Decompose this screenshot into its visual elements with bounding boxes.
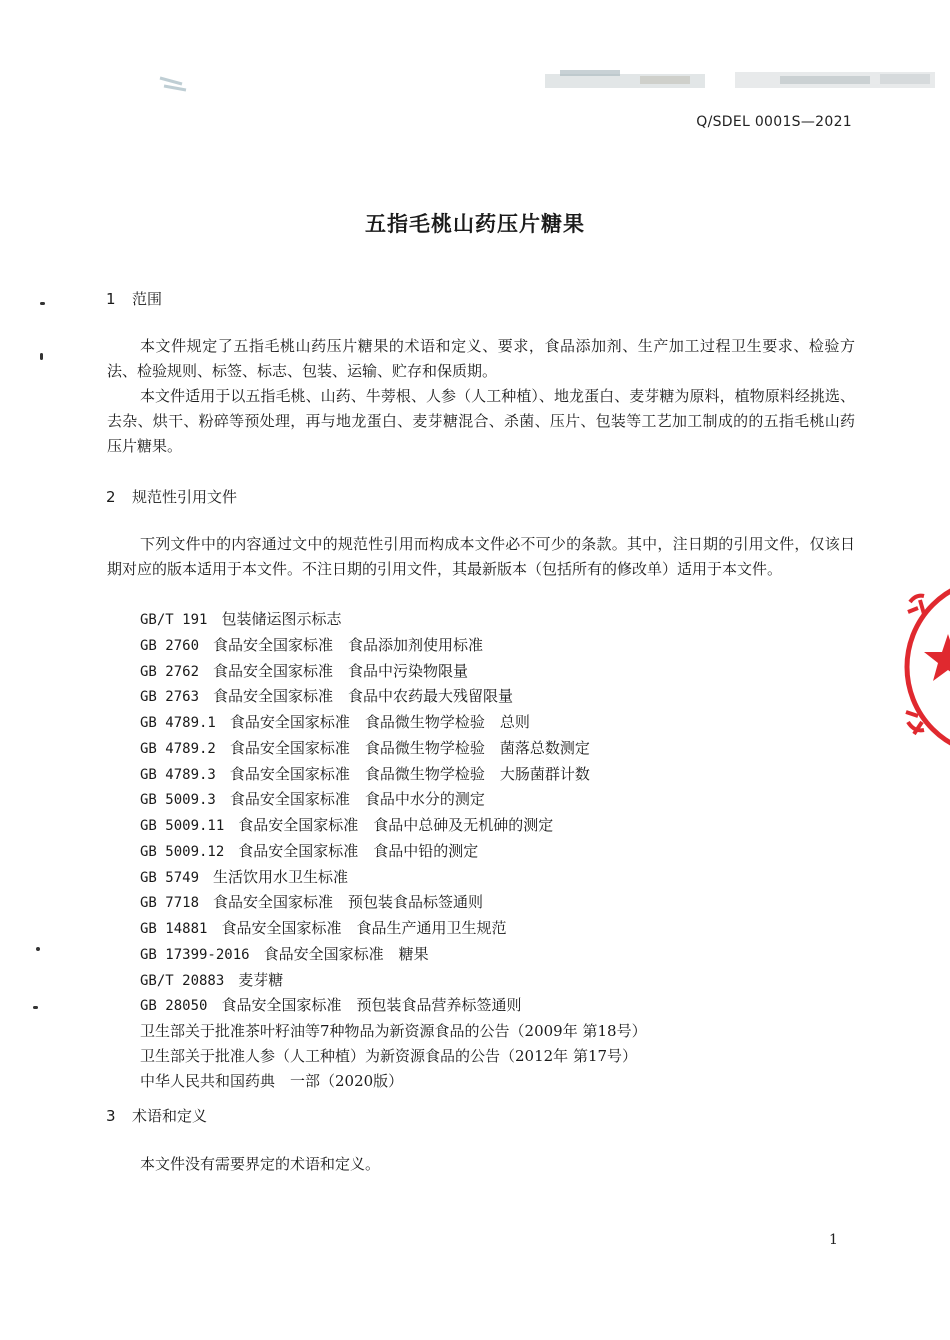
reference-title: 食品安全国家标准 食品中铅的测定: [238, 841, 479, 860]
section-number: 3: [106, 1107, 116, 1125]
reference-code: GB 4789.2: [140, 740, 216, 757]
reference-title: 食品安全国家标准 食品中农药最大残留限量: [213, 687, 514, 706]
reference-item: [140, 839, 647, 865]
reference-code: GB 2762: [140, 663, 200, 680]
reference-code: GB 5749: [140, 869, 200, 886]
reference-title: 食品安全国家标准 食品微生物学检验 总则: [229, 713, 530, 731]
reference-code: GB/T 20883: [140, 972, 225, 989]
reference-item: [140, 993, 647, 1019]
red-seal-stamp: [900, 572, 950, 762]
reference-code: GB 28050: [140, 998, 208, 1015]
reference-title: 食品安全国家标准 食品微生物学检验 大肠菌群计数: [229, 764, 590, 783]
scan-speck: [33, 1006, 38, 1009]
reference-code: GB 5009.3: [140, 792, 216, 809]
section-2-intro: 下列文件中的内容通过文中的规范性引用而构成本文件必不可少的条款。其中，注日期的引用文件，仅该日期对应的版本适用于本文件。不注日期的引用文件，其最新版本（包括所有的修改单）适用于本文件。: [107, 535, 855, 578]
reference-code: GB 4789.3: [140, 766, 216, 783]
section-number: 2: [106, 488, 116, 506]
reference-item: [140, 710, 647, 736]
reference-code: GB 5009.11: [140, 818, 225, 834]
reference-code: GB 2763: [140, 689, 200, 706]
reference-item: [140, 813, 647, 839]
document-title: 五指毛桃山药压片糖果: [365, 212, 585, 236]
reference-code: GB 17399-2016: [140, 946, 250, 963]
reference-code: GB/T 191: [140, 612, 208, 628]
reference-code: GB 4789.1: [140, 715, 216, 731]
reference-title: 卫生部关于批准人参（人工种植）为新资源食品的公告（2012年 第17号）: [140, 1046, 638, 1065]
normative-reference-list: [140, 607, 647, 1093]
reference-title: 生活饮用水卫生标准: [213, 867, 349, 886]
reference-item: [140, 865, 647, 891]
reference-item: [140, 916, 647, 942]
scan-artifact-band: [0, 62, 950, 102]
reference-item: [140, 1069, 647, 1094]
reference-title: 中华人民共和国药典 一部（2020版）: [140, 1071, 404, 1090]
section-3-heading: [106, 1105, 207, 1126]
reference-item: [140, 736, 647, 762]
reference-item: [140, 968, 647, 994]
reference-code: GB 2760: [140, 637, 200, 654]
reference-item: [140, 684, 647, 710]
reference-code: GB 7718: [140, 895, 200, 912]
reference-item: [140, 633, 647, 659]
section-1-heading: [106, 288, 162, 309]
reference-item: [140, 787, 647, 813]
page-number: 1: [829, 1232, 838, 1248]
reference-title: 卫生部关于批准茶叶籽油等7种物品为新资源食品的公告（2009年 第18号）: [140, 1022, 647, 1040]
section-2-heading: [106, 486, 237, 507]
scan-speck: [36, 947, 40, 951]
section-3-paragraph-1: 本文件没有需要界定的术语和定义。: [140, 1155, 381, 1173]
reference-code: GB 5009.12: [140, 843, 225, 860]
reference-title: 食品安全国家标准 食品中水分的测定: [229, 790, 485, 809]
section-1-paragraph-2: 本文件适用于以五指毛桃、山药、牛蒡根、人参（人工种植）、地龙蛋白、麦芽糖为原料，植物原料经挑选、去杂、烘干、粉碎等预处理，再与地龙蛋白、麦芽糖混合、杀菌、压片、包装等工艺加工制成的的五指毛桃山药压片糖果。: [107, 387, 855, 455]
reference-title: 食品安全国家标准 糖果: [263, 944, 429, 963]
scan-speck: [40, 302, 45, 305]
reference-title: 包装储运图示标志: [221, 610, 342, 628]
reference-title: 食品安全国家标准 食品中污染物限量: [213, 661, 469, 680]
reference-item: [140, 1019, 647, 1044]
section-number: 1: [106, 290, 116, 308]
reference-title: 食品安全国家标准 食品添加剂使用标准: [213, 635, 484, 654]
section-title: 规范性引用文件: [132, 488, 238, 506]
section-1-paragraph-1: 本文件规定了五指毛桃山药压片糖果的术语和定义、要求，食品添加剂、生产加工过程卫生要求、检验方法、检验规则、标签、标志、包装、运输、贮存和保质期。: [107, 337, 855, 380]
reference-title: 食品安全国家标准 预包装食品营养标签通则: [221, 996, 522, 1015]
reference-item: [140, 942, 647, 968]
reference-title: 食品安全国家标准 食品中总砷及无机砷的测定: [238, 816, 554, 834]
reference-item: [140, 1044, 647, 1069]
reference-title: 食品安全国家标准 食品生产通用卫生规范: [221, 919, 507, 937]
reference-title: 食品安全国家标准 预包装食品标签通则: [213, 893, 484, 912]
section-title: 术语和定义: [132, 1107, 208, 1125]
reference-item: [140, 762, 647, 788]
reference-item: [140, 659, 647, 685]
scan-speck: [40, 353, 43, 360]
reference-code: GB 14881: [140, 921, 208, 937]
reference-item: [140, 890, 647, 916]
reference-item: [140, 607, 647, 633]
document-code: Q/SDEL 0001S—2021: [696, 114, 852, 130]
reference-title: 食品安全国家标准 食品微生物学检验 菌落总数测定: [229, 738, 590, 757]
reference-title: 麦芽糖: [238, 970, 284, 989]
section-title: 范围: [132, 290, 163, 308]
